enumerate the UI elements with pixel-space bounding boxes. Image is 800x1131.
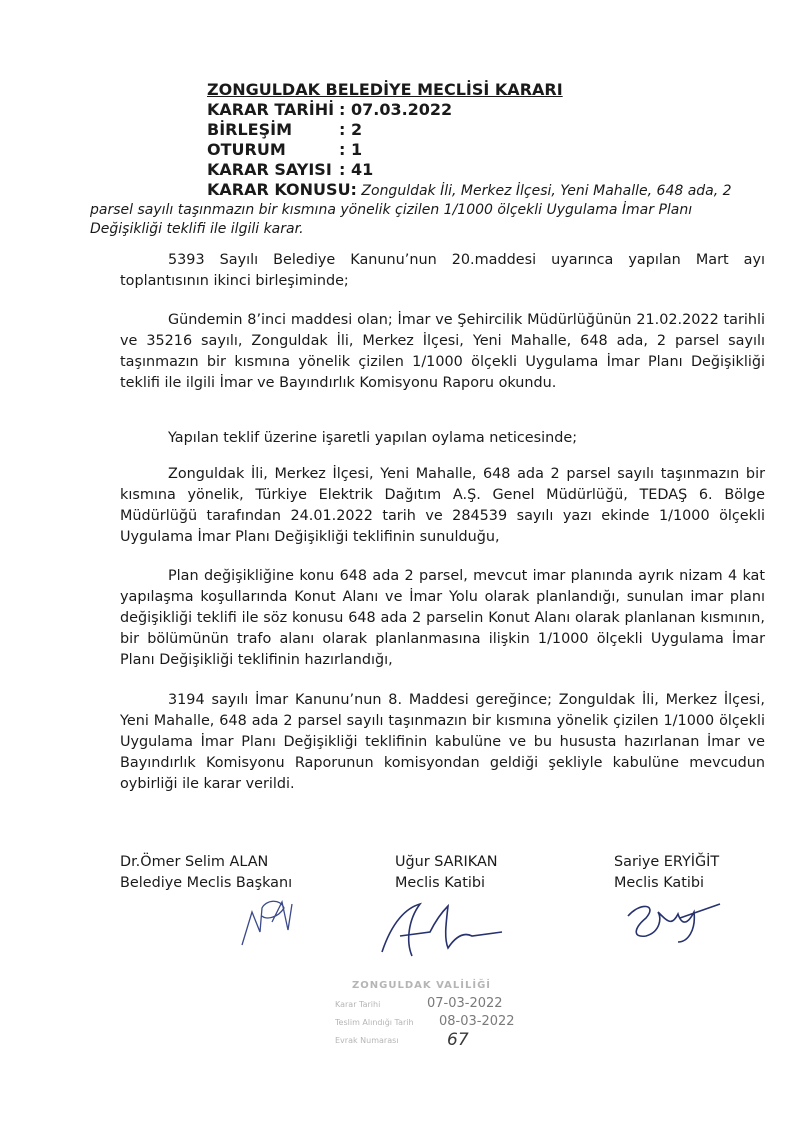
karar-konusu-text: Zonguldak İli, Merkez İlçesi, Yeni Mahalle, 648 ada, 2 parsel sayılı taşınmazın bir kısmına yönelik çizilen 1/1000 ölçekli Uygulama İmar Planı Değişikliği teklifi ile ilgili karar. xyxy=(90,183,732,237)
paragraph-text: 5393 Sayılı Belediye Kanunu’nun 20.maddesi uyarınca yapılan Mart ayı toplantısının ikinci birleşiminde; xyxy=(120,252,765,289)
karar-tarihi-label: KARAR TARİHİ xyxy=(207,100,335,119)
karar-konusu-label: KARAR KONUSU: xyxy=(207,180,357,199)
signatory-title: Belediye Meclis Başkanı xyxy=(120,875,293,891)
karar-tarihi-value: : 07.03.2022 xyxy=(339,100,453,119)
stamp-label: Teslim Alındığı Tarih xyxy=(335,1018,414,1027)
oturum-value: : 1 xyxy=(339,140,363,159)
paragraph-4 xyxy=(120,464,765,548)
birlesim-value: : 2 xyxy=(339,120,363,139)
handwritten-signature-baskan xyxy=(232,890,302,955)
signature-block-baskan xyxy=(120,852,292,894)
karar-konusu xyxy=(90,180,750,239)
paragraph-1 xyxy=(120,250,765,292)
paragraph-6 xyxy=(120,690,765,795)
stamp-label: Evrak Numarası xyxy=(335,1036,399,1045)
birlesim-row xyxy=(207,120,362,140)
karar-sayisi-label: KARAR SAYISI xyxy=(207,160,332,179)
signatory-title: Meclis Katibi xyxy=(614,875,705,891)
stamp-title: ZONGULDAK VALİLİĞİ xyxy=(352,980,492,991)
stamp-value: 07-03-2022 xyxy=(427,996,503,1011)
stamp-row-teslim-tarihi xyxy=(335,1014,515,1029)
handwritten-signature-katib-1 xyxy=(376,892,506,962)
document-title: ZONGULDAK BELEDİYE MECLİSİ KARARI xyxy=(207,80,563,99)
karar-sayisi-value: : 41 xyxy=(339,160,374,179)
paragraph-text: Plan değişikliğine konu 648 ada 2 parsel, mevcut imar planında ayrık nizam 4 kat yapılaşma koşullarında Konut Alanı ve İmar Yolu olarak planlandığı, sunulan imar planı değişikliği teklifi ile söz konusu 648 ada 2 parselin Konut Alanı olarak planlanan kısmının, bir bölümünün trafo alanı olarak planlanmasına ilişkin 1/1000 ölçekli Uygulama İmar Planı Değişikliği teklifinin hazırlandığı, xyxy=(120,568,765,668)
stamp-row-evrak-no xyxy=(335,1030,469,1050)
paragraph-text: Zonguldak İli, Merkez İlçesi, Yeni Mahalle, 648 ada 2 parsel sayılı taşınmazın bir kısmına yönelik, Türkiye Elektrik Dağıtım A.Ş. Genel Müdürlüğü, TEDAŞ 6. Bölge Müdürlüğü tarafından 24.01.2022 tarih ve 284539 sayılı yazı ekinde 1/1000 ölçekli Uygulama İmar Planı Değişikliği teklifinin sunulduğu, xyxy=(120,466,765,545)
paragraph-text: Yapılan teklif üzerine işaretli yapılan oylama neticesinde; xyxy=(168,430,578,446)
signatory-name: Sariye ERYİĞİT xyxy=(614,854,720,870)
oturum-label: OTURUM xyxy=(207,140,286,159)
paragraph-text: 3194 sayılı İmar Kanunu’nun 8. Maddesi gereğince; Zonguldak İli, Merkez İlçesi, Yeni Mahalle, 648 ada 2 parsel sayılı taşınmazın bir kısmına yönelik çizilen 1/1000 ölçekli Uygulama İmar Planı Değişikliği teklifinin kabulüne ve bu hususta hazırlanan İmar ve Bayındırlık Komisyonu Raporunun komisyondan geldiği şekliyle kabulüne mevcudun oybirliği ile karar verildi. xyxy=(120,692,765,792)
signature-block-katib-1 xyxy=(395,852,498,894)
stamp-value: 08-03-2022 xyxy=(439,1014,515,1029)
signature-block-katib-2 xyxy=(614,852,719,894)
oturum-row xyxy=(207,140,362,160)
signatory-name: Uğur SARIKAN xyxy=(395,854,498,870)
stamp-value: 67 xyxy=(447,1030,469,1050)
signatory-name: Dr.Ömer Selim ALAN xyxy=(120,854,269,870)
stamp-row-karar-tarihi xyxy=(335,996,503,1011)
paragraph-2 xyxy=(120,310,765,394)
stamp-label: Karar Tarihi xyxy=(335,1000,381,1009)
birlesim-label: BİRLEŞİM xyxy=(207,120,292,139)
paragraph-text: Gündemin 8’inci maddesi olan; İmar ve Şehircilik Müdürlüğünün 21.02.2022 tarihli ve 35216 sayılı, Zonguldak İli, Merkez İlçesi, Yeni Mahalle, 648 ada, 2 parsel sayılı taşınmazın bir kısmına yönelik çizilen 1/1000 ölçekli Uygulama İmar Planı Değişikliği teklifi ile ilgili İmar ve Bayındırlık Komisyonu Raporu okundu. xyxy=(120,312,765,391)
signatory-title: Meclis Katibi xyxy=(395,875,486,891)
paragraph-3 xyxy=(120,428,765,449)
paragraph-5 xyxy=(120,566,765,671)
handwritten-signature-katib-2 xyxy=(616,896,726,948)
karar-sayisi-row xyxy=(207,160,373,180)
karar-tarihi-row xyxy=(207,100,452,120)
